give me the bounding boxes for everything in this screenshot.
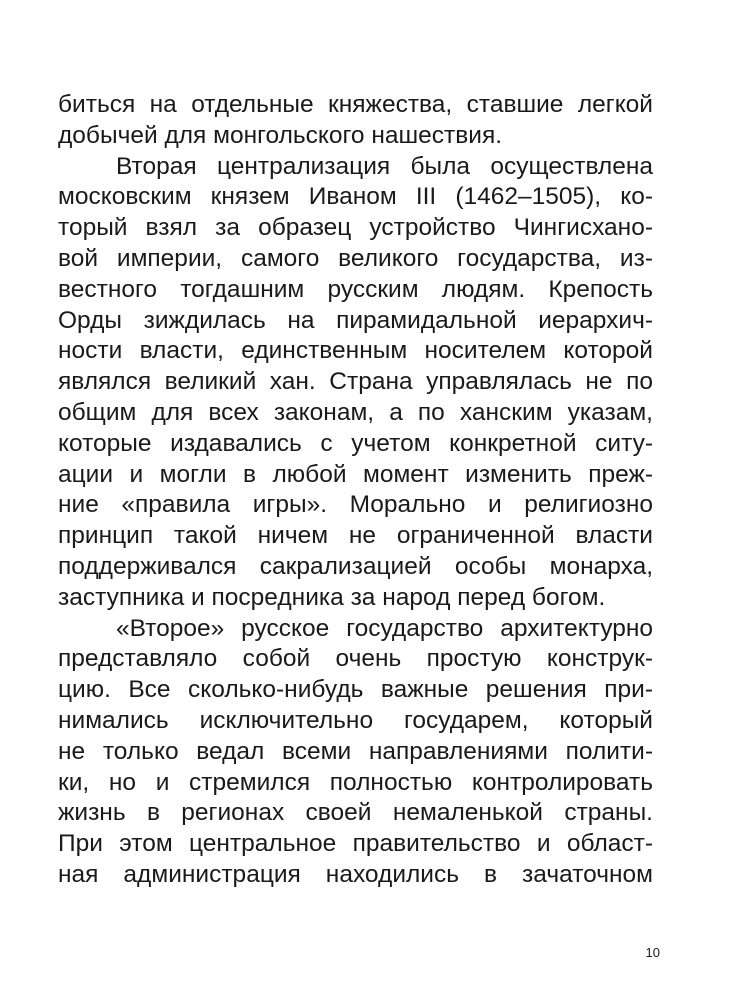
- text-line: поддерживался сакрализацией особы монарха,: [58, 552, 653, 580]
- text-line: принцип такой ничем не ограниченной власти: [58, 522, 653, 550]
- text-line: При этом центральное правительство и област-: [58, 830, 653, 858]
- text-line: московским князем Иваном III (1462–1505), ко-: [58, 183, 653, 211]
- paragraph-first-line: «Второе» русское государство архитектурно: [116, 614, 653, 642]
- text-line: нимались исключительно государем, который: [58, 706, 653, 734]
- text-line: являлся великий хан. Страна управлялась не по: [58, 368, 653, 396]
- text-line: ная администрация находились в зачаточном: [58, 860, 653, 888]
- text-line: цию. Все сколько-нибудь важные решения при-: [58, 676, 653, 704]
- text-line: не только ведал всеми направлениями полити-: [58, 737, 653, 765]
- text-line: биться на отдельные княжества, ставшие легкой: [58, 91, 653, 118]
- text-line: которые издавались с учетом конкретной ситу-: [58, 429, 653, 457]
- text-line: ки, но и стремился полностью контролировать: [58, 768, 653, 796]
- text-line: Орды зиждилась на пирамидальной иерархич-: [58, 306, 653, 334]
- text-line: добычей для монгольского нашествия.: [58, 121, 503, 149]
- page-number: 10: [645, 945, 660, 960]
- text-line: представляло собой очень простую конструк-: [58, 645, 653, 673]
- text-line: ние «правила игры». Морально и религиозно: [58, 491, 653, 519]
- paragraph-first-line: Вторая централизация была осуществлена: [116, 152, 653, 180]
- text-line: ности власти, единственным носителем которой: [58, 337, 653, 365]
- text-line: торый взял за образец устройство Чингисхано-: [58, 214, 653, 242]
- body-text: [58, 90, 653, 891]
- text-line: вестного тогдашним русским людям. Крепость: [58, 275, 653, 303]
- text-line: заступника и посредника за народ перед богом.: [58, 583, 606, 611]
- text-line: вой империи, самого великого государства, из-: [58, 244, 653, 272]
- text-line: ации и могли в любой момент изменить преж-: [58, 460, 653, 488]
- text-line: жизнь в регионах своей немаленькой страны.: [58, 799, 653, 827]
- text-line: общим для всех законам, а по ханским указам,: [58, 398, 653, 426]
